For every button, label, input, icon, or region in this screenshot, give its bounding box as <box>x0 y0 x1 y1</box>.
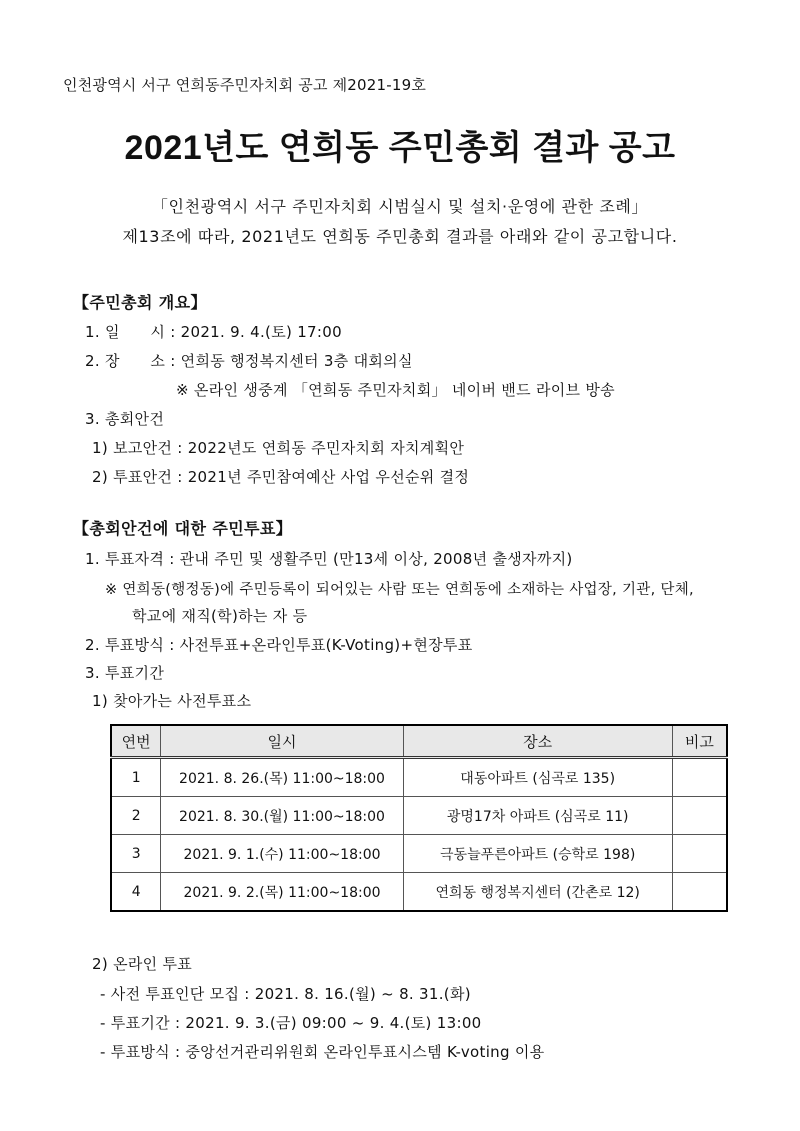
overview-heading: 【주민총회 개요】 <box>73 293 207 312</box>
cell-number: 2 <box>111 797 161 835</box>
header-remarks: 비고 <box>672 725 727 758</box>
vote-method: 2. 투표방식 : 사전투표+온라인투표(K-Voting)+현장투표 <box>85 636 473 654</box>
table-row <box>111 758 727 797</box>
online-recruit-line: - 사전 투표인단 모집 : 2021. 8. 16.(월) ~ 8. 31.(화) <box>100 985 471 1003</box>
intro-line-2: 제13조에 따라, 2021년도 연희동 주민총회 결과를 아래와 같이 공고합니다. <box>122 227 678 246</box>
overview-agenda-report: 1) 보고안건 : 2022년도 연희동 주민자치회 자치계획안 <box>92 439 465 457</box>
overview-item-place: 2. 장 소 : 연희동 행정복지센터 3층 대회의실 <box>85 352 413 370</box>
header-number: 연번 <box>111 725 161 758</box>
cell-datetime: 2021. 8. 26.(목) 11:00~18:00 <box>161 758 403 797</box>
online-period-line: - 투표기간 : 2021. 9. 3.(금) 09:00 ~ 9. 4.(토) 13:00 <box>100 1014 482 1032</box>
vote-period: 3. 투표기간 <box>85 664 165 682</box>
vote-eligibility-note-2: 학교에 재직(학)하는 자 등 <box>132 607 308 625</box>
vote-eligibility-note-1: ※ 연희동(행정동)에 주민등록이 되어있는 사람 또는 연희동에 소재하는 사업장, 기관, 단체, <box>105 582 694 598</box>
vote-eligibility: 1. 투표자격 : 관내 주민 및 생활주민 (만13세 이상, 2008년 출생자까지) <box>85 550 573 568</box>
intro-line-1: 「인천광역시 서구 주민자치회 시범실시 및 설치·운영에 관한 조례」 <box>151 197 649 216</box>
overview-agenda-vote: 2) 투표안건 : 2021년 주민참여예산 사업 우선순위 결정 <box>92 468 470 486</box>
vote-heading: 【총회안건에 대한 주민투표】 <box>73 519 293 538</box>
cell-datetime: 2021. 9. 1.(수) 11:00~18:00 <box>161 835 403 873</box>
cell-place: 극동늘푸른아파트 (승학로 198) <box>403 835 672 873</box>
table-header-row <box>111 725 727 758</box>
cell-datetime: 2021. 9. 2.(목) 11:00~18:00 <box>161 873 403 912</box>
overview-item-place-note: ※ 온라인 생중계 「연희동 주민자치회」 네이버 밴드 라이브 방송 <box>176 381 615 399</box>
notice-number: 인천광역시 서구 연희동주민자치회 공고 제2021-19호 <box>63 76 427 94</box>
cell-number: 4 <box>111 873 161 912</box>
cell-place: 대동아파트 (심곡로 135) <box>403 758 672 797</box>
cell-place: 광명17차 아파트 (심곡로 11) <box>403 797 672 835</box>
cell-number: 1 <box>111 758 161 797</box>
vote-period-visiting: 1) 찾아가는 사전투표소 <box>92 692 252 710</box>
table-row <box>111 797 727 835</box>
cell-place: 연희동 행정복지센터 (간촌로 12) <box>403 873 672 912</box>
header-place: 장소 <box>403 725 672 758</box>
header-datetime: 일시 <box>161 725 403 758</box>
table-row <box>111 835 727 873</box>
online-method-line: - 투표방식 : 중앙선거관리위원회 온라인투표시스템 K-voting 이용 <box>100 1043 545 1061</box>
vote-period-online: 2) 온라인 투표 <box>92 955 193 973</box>
cell-remarks <box>672 873 727 912</box>
overview-item-date: 1. 일 시 : 2021. 9. 4.(토) 17:00 <box>85 323 342 341</box>
overview-item-agenda: 3. 총회안건 <box>85 410 165 428</box>
table-row <box>111 873 727 912</box>
cell-number: 3 <box>111 835 161 873</box>
cell-datetime: 2021. 8. 30.(월) 11:00~18:00 <box>161 797 403 835</box>
page-title: 2021년도 연희동 주민총회 결과 공고 <box>124 129 676 167</box>
polling-stations-table <box>110 724 728 912</box>
cell-remarks <box>672 758 727 797</box>
cell-remarks <box>672 835 727 873</box>
cell-remarks <box>672 797 727 835</box>
